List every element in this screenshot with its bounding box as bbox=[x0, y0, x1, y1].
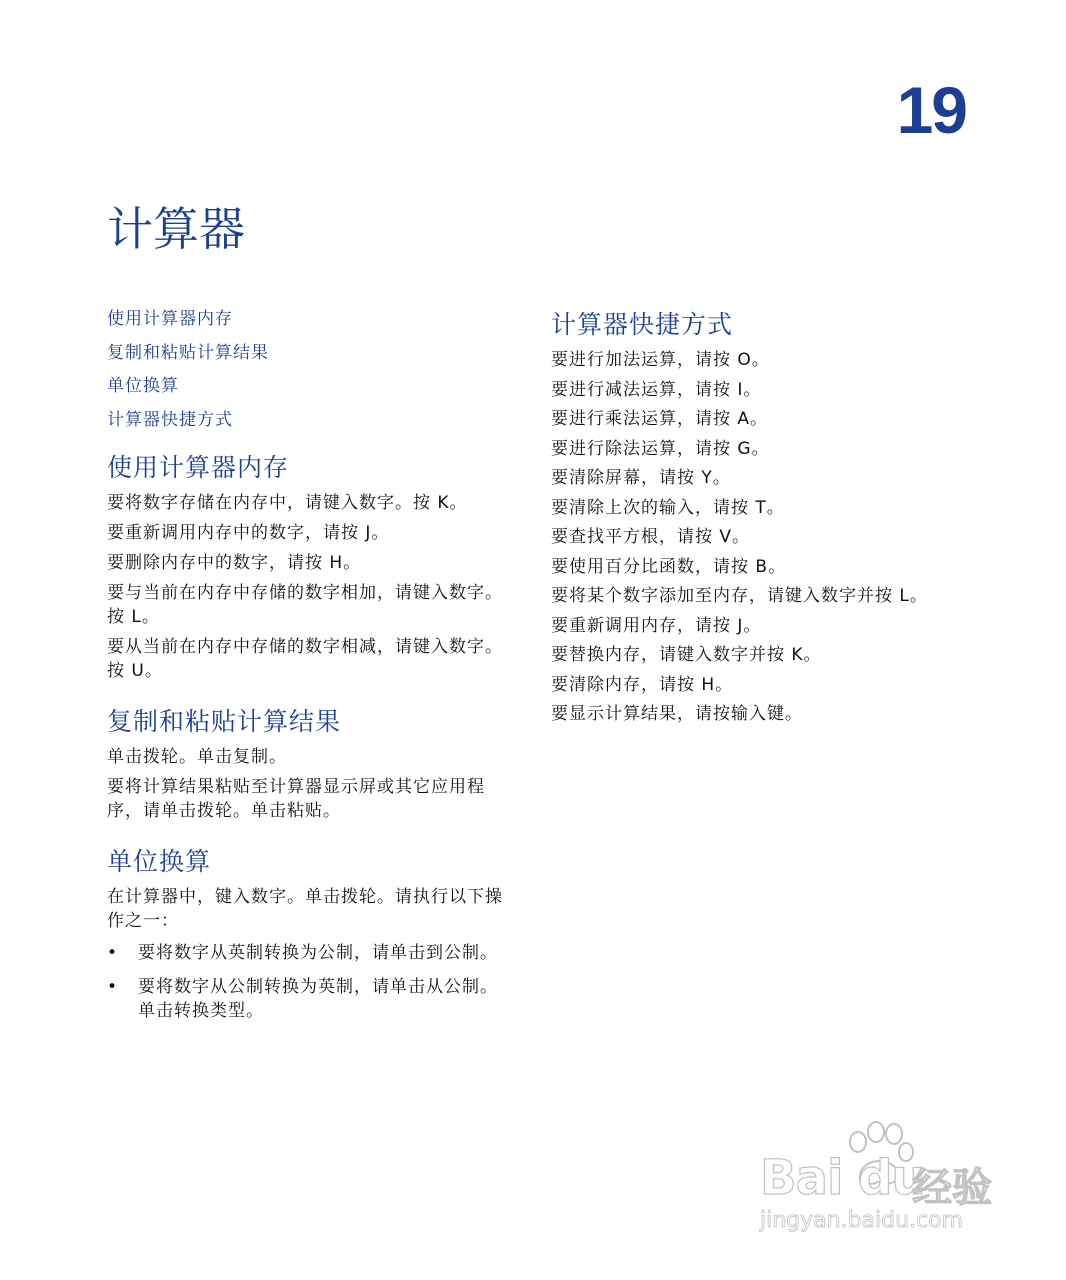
toc-link-conversion[interactable]: 单位换算 bbox=[107, 376, 179, 396]
paragraph: 要重新调用内存中的数字，请按 J。 bbox=[107, 522, 390, 543]
paragraph: 要替换内存，请键入数字并按 K。 bbox=[551, 645, 822, 665]
conversion-section bbox=[107, 845, 507, 1023]
memory-section bbox=[107, 451, 507, 683]
list-item-text: 要将数字从英制转换为公制，请单击到公制。 bbox=[138, 942, 498, 963]
paragraph: 要删除内存中的数字，请按 H。 bbox=[107, 552, 362, 573]
paragraph: 要将某个数字添加至内存，请键入数字并按 L。 bbox=[551, 586, 928, 606]
list-item bbox=[107, 941, 507, 965]
paragraph: 要将计算结果粘贴至计算器显示屏或其它应用程序，请单击拨轮。单击粘贴。 bbox=[107, 776, 485, 821]
baidu-watermark bbox=[752, 1120, 1002, 1240]
list-item-text: 要将数字从公制转换为英制，请单击从公制。单击转换类型。 bbox=[138, 976, 498, 1021]
paragraph: 要使用百分比函数，请按 B。 bbox=[551, 556, 787, 577]
bullet-icon: • bbox=[107, 976, 119, 997]
paragraph: 要与当前在内存中存储的数字相加，请键入数字。按 L。 bbox=[107, 582, 503, 627]
toc-link-shortcuts[interactable]: 计算器快捷方式 bbox=[107, 409, 233, 430]
right-column bbox=[551, 308, 981, 732]
paragraph: 要查找平方根，请按 V。 bbox=[551, 527, 751, 547]
paragraph: 要进行加法运算，请按 O。 bbox=[551, 350, 770, 370]
paragraph: 要清除内存，请按 H。 bbox=[551, 674, 734, 695]
paragraph: 要显示计算结果，请按输入键。 bbox=[551, 704, 803, 724]
toc-link-copy-paste[interactable]: 复制和粘贴计算结果 bbox=[107, 342, 269, 363]
watermark-url: jingyan.baidu.com bbox=[760, 1208, 964, 1233]
paragraph: 要进行除法运算，请按 G。 bbox=[551, 438, 770, 459]
paragraph: 要从当前在内存中存储的数字相减，请键入数字。按 U。 bbox=[107, 636, 503, 681]
paragraph: 要进行乘法运算，请按 A。 bbox=[551, 409, 769, 429]
watermark-cn-text: 经验 bbox=[912, 1165, 992, 1211]
chapter-title: 计算器 bbox=[107, 202, 245, 256]
list-item bbox=[107, 975, 507, 1023]
paragraph: 要重新调用内存，请按 J。 bbox=[551, 615, 762, 636]
bullet-icon: • bbox=[107, 942, 119, 963]
paragraph: 要将数字存储在内存中，请键入数字。按 K。 bbox=[107, 492, 468, 513]
paragraph: 在计算器中，键入数字。单击拨轮。请执行以下操作之一： bbox=[107, 886, 503, 931]
paragraph: 单击拨轮。单击复制。 bbox=[107, 746, 287, 767]
left-column bbox=[107, 308, 507, 1045]
paragraph: 要清除上次的输入，请按 T。 bbox=[551, 497, 785, 518]
shortcuts-heading: 计算器快捷方式 bbox=[551, 310, 734, 339]
toc-link-memory[interactable]: 使用计算器内存 bbox=[107, 309, 233, 329]
memory-heading: 使用计算器内存 bbox=[107, 452, 290, 482]
table-of-contents bbox=[107, 308, 507, 431]
conversion-heading: 单位换算 bbox=[107, 846, 212, 876]
paragraph: 要进行减法运算，请按 I。 bbox=[551, 379, 762, 400]
watermark-brand: Bai du bbox=[760, 1150, 925, 1206]
copy-paste-section bbox=[107, 705, 507, 823]
copy-paste-heading: 复制和粘贴计算结果 bbox=[107, 706, 342, 736]
paragraph: 要清除屏幕，请按 Y。 bbox=[551, 468, 731, 488]
conversion-bullet-list bbox=[107, 941, 507, 1023]
chapter-number: 19 bbox=[896, 73, 966, 147]
